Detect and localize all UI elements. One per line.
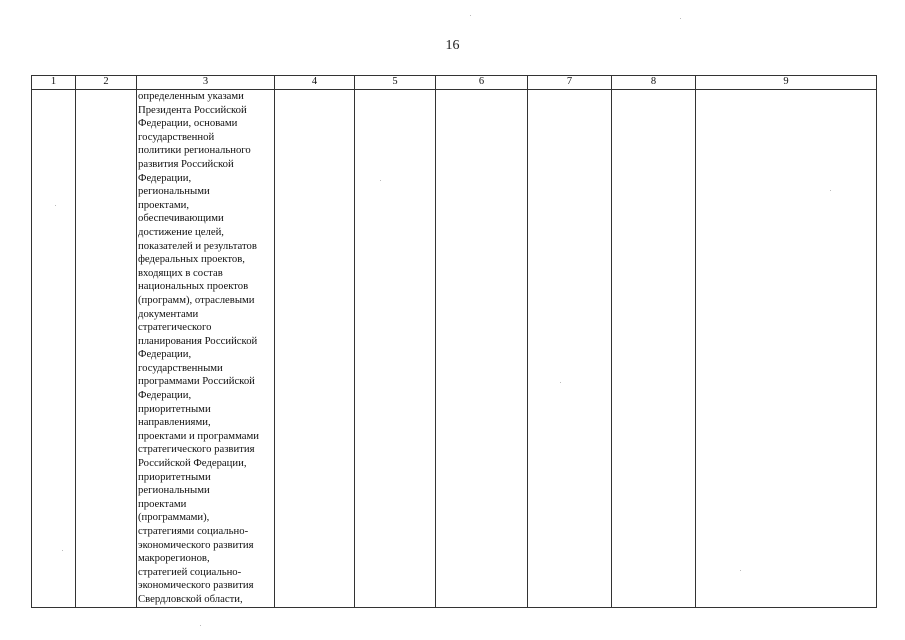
scan-speck: [62, 550, 63, 551]
column-header-4: 4: [275, 76, 355, 90]
column-3-line: стратегиями социально-: [138, 525, 249, 537]
cell-col-9: [696, 90, 877, 608]
cell-col-6: [436, 90, 528, 608]
column-3-line: стратегического развития: [138, 443, 255, 456]
column-3-line: проектами и программами: [138, 429, 259, 442]
column-3-line: Федерации,: [138, 171, 192, 184]
column-header-7: 7: [528, 76, 612, 90]
scan-speck: [200, 625, 201, 626]
column-3-line: региональными: [138, 185, 210, 198]
header-row: [32, 76, 877, 90]
cell-col-8: [612, 90, 696, 608]
cell-col-1: [32, 90, 76, 608]
column-3-line: программами Российской: [138, 375, 255, 388]
column-3-line: входящих в состав: [138, 266, 223, 279]
column-header-1: 1: [32, 76, 76, 90]
column-3-line: направлениями,: [138, 416, 211, 429]
column-3-line: проектами,: [138, 198, 190, 211]
column-3-line: достижение целей,: [138, 225, 224, 238]
column-3-line: Федерации, основами: [138, 117, 238, 130]
cell-col-3: [137, 90, 275, 608]
column-3-line: политики регионального: [138, 144, 251, 157]
column-header-8: 8: [612, 76, 696, 90]
scan-speck: [560, 382, 561, 383]
column-3-line: показателей и результатов: [138, 239, 257, 252]
document-table: [31, 75, 877, 608]
column-3-line: документами: [138, 307, 199, 320]
column-3-line: (программ), отраслевыми: [138, 293, 255, 306]
cell-col-5: [355, 90, 436, 608]
scan-speck: [680, 18, 681, 19]
column-3-line: (программами),: [138, 511, 210, 524]
column-header-2: 2: [76, 76, 137, 90]
scan-speck: [740, 570, 741, 571]
column-3-line: развития Российской: [138, 157, 234, 170]
column-3-line: Российской Федерации,: [138, 457, 247, 470]
column-3-line: Федерации,: [138, 389, 192, 402]
cell-col-7: [528, 90, 612, 608]
scan-speck: [55, 205, 56, 206]
column-3-line: Президента Российской: [138, 103, 247, 116]
column-header-3: 3: [137, 76, 275, 90]
column-header-5: 5: [355, 76, 436, 90]
column-3-line: Федерации,: [138, 348, 192, 361]
scan-speck: [380, 180, 381, 181]
column-3-line: макрорегионов,: [138, 552, 210, 565]
column-3-line: стратегического: [138, 321, 212, 334]
column-3-line: экономического развития: [138, 579, 254, 592]
table-row: [32, 90, 877, 608]
scan-speck: [470, 15, 471, 16]
column-3-line: национальных проектов: [138, 280, 249, 293]
cell-col-2: [76, 90, 137, 608]
cell-col-4: [275, 90, 355, 608]
column-3-line: стратегией социально-: [138, 565, 242, 578]
column-3-line: региональными: [138, 484, 210, 497]
scan-speck: [830, 190, 831, 191]
column-3-line: федеральных проектов,: [138, 253, 245, 266]
column-3-line: планирования Российской: [138, 334, 258, 347]
page-number: 16: [445, 38, 460, 53]
column-3-line: государственными: [138, 361, 223, 374]
column-3-line: Свердловской области,: [138, 592, 243, 605]
column-3-line: обеспечивающими: [138, 212, 224, 225]
column-3-line: экономического развития: [138, 538, 254, 551]
column-3-line: проектами: [138, 497, 187, 510]
column-3-line: приоритетными: [138, 402, 211, 415]
column-header-6: 6: [436, 76, 528, 90]
column-3-text: [137, 90, 274, 607]
column-3-line: приоритетными: [138, 470, 211, 483]
column-header-9: 9: [696, 76, 877, 90]
column-3-line: определенным указами: [138, 90, 244, 102]
column-3-line: государственной: [138, 130, 215, 143]
